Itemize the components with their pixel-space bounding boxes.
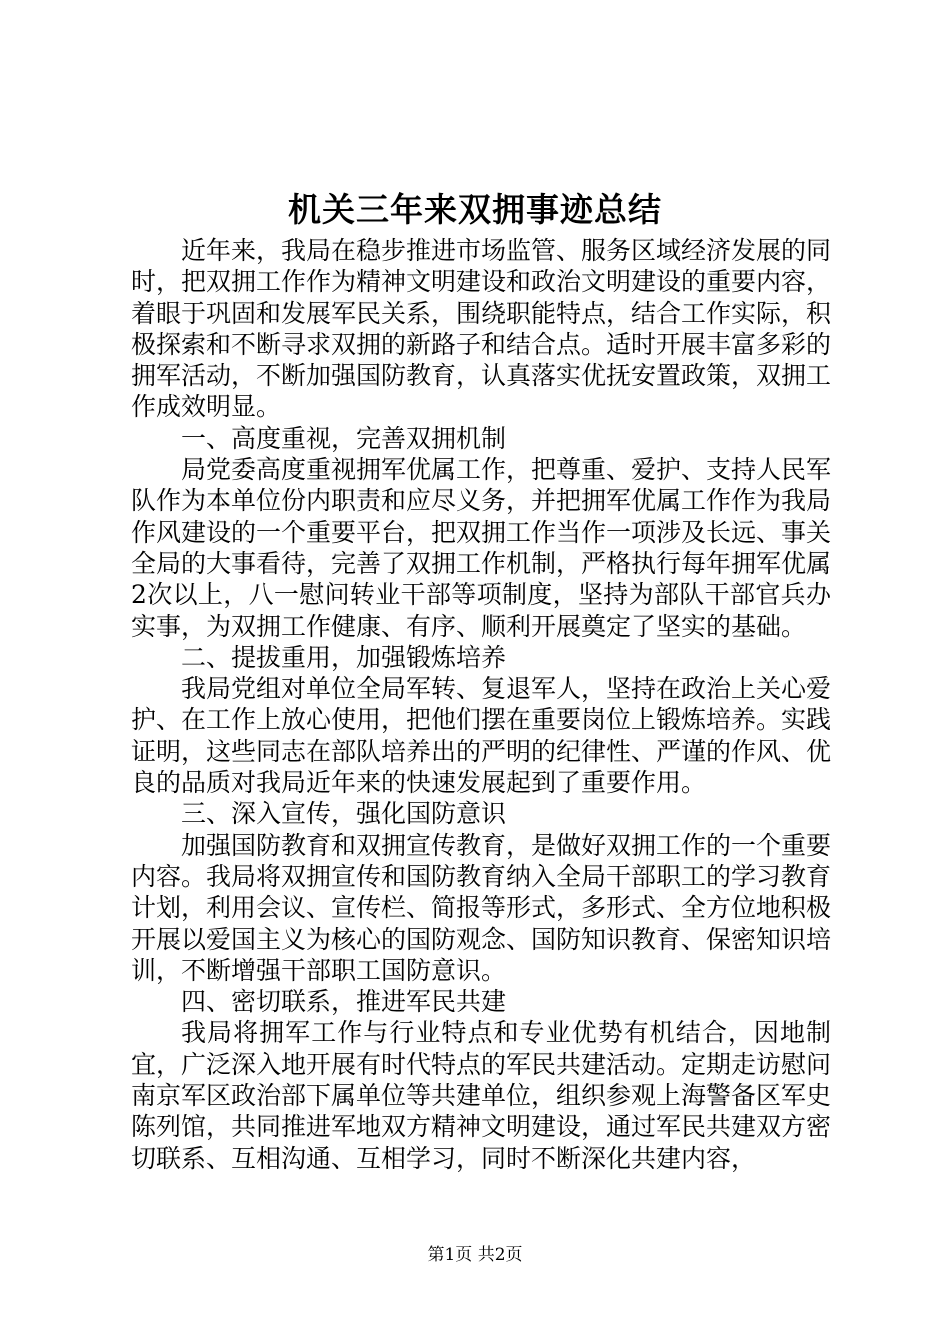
section-1-paragraph: 局党委高度重视拥军优属工作，把尊重、爱护、支持人民军队作为本单位份内职责和应尽义务，并把拥军优属工作作为我局作风建设的一个重要平台，把双拥工作当作一项涉及长远、事关全局的大事看待，完善了双拥工作机制，严格执行每年拥军优属2次以上，八一慰问转业干部等项制度，坚持为部队干部官兵办实事，为双拥工作健康、有序、顺利开展奠定了坚实的基础。 [131, 455, 832, 641]
section-4-paragraph: 我局将拥军工作与行业特点和专业优势有机结合，因地制宜，广泛深入地开展有时代特点的军民共建活动。定期走访慰问南京军区政治部下属单位等共建单位，组织参观上海警备区军史陈列馆，共同推进军地双方精神文明建设，通过军民共建双方密切联系、互相沟通、互相学习，同时不断深化共建内容， [131, 1018, 832, 1173]
intro-paragraph: 近年来，我局在稳步推进市场监管、服务区域经济发展的同时，把双拥工作作为精神文明建设和政治文明建设的重要内容，着眼于巩固和发展军民关系，围绕职能特点，结合工作实际，积极探索和不断寻求双拥的新路子和结合点。适时开展丰富多彩的拥军活动，不断加强国防教育，认真落实优抚安置政策，双拥工作成效明显。 [131, 236, 832, 422]
section-heading-3: 三、深入宣传，强化国防意识 [181, 799, 507, 829]
document-body [131, 235, 831, 1174]
section-2-paragraph: 我局党组对单位全局军转、复退军人，坚持在政治上关心爱护、在工作上放心使用，把他们摆在重要岗位上锻炼培养。实践证明，这些同志在部队培养出的严明的纪律性、严谨的作风、优良的品质对我局近年来的快速发展起到了重要作用。 [131, 674, 832, 798]
section-heading-1: 一、高度重视，完善双拥机制 [181, 423, 507, 453]
page-footer: 第1页 共2页 [427, 1245, 523, 1265]
section-3-paragraph: 加强国防教育和双拥宣传教育，是做好双拥工作的一个重要内容。我局将双拥宣传和国防教育纳入全局干部职工的学习教育计划，利用会议、宣传栏、简报等形式，多形式、全方位地积极开展以爱国主义为核心的国防观念、国防知识教育、保密知识培训，不断增强干部职工国防意识。 [131, 830, 832, 985]
section-heading-4: 四、密切联系，推进军民共建 [181, 987, 507, 1017]
document-title: 机关三年来双拥事迹总结 [288, 190, 662, 229]
section-heading-2: 二、提拔重用，加强锻炼培养 [181, 642, 507, 672]
